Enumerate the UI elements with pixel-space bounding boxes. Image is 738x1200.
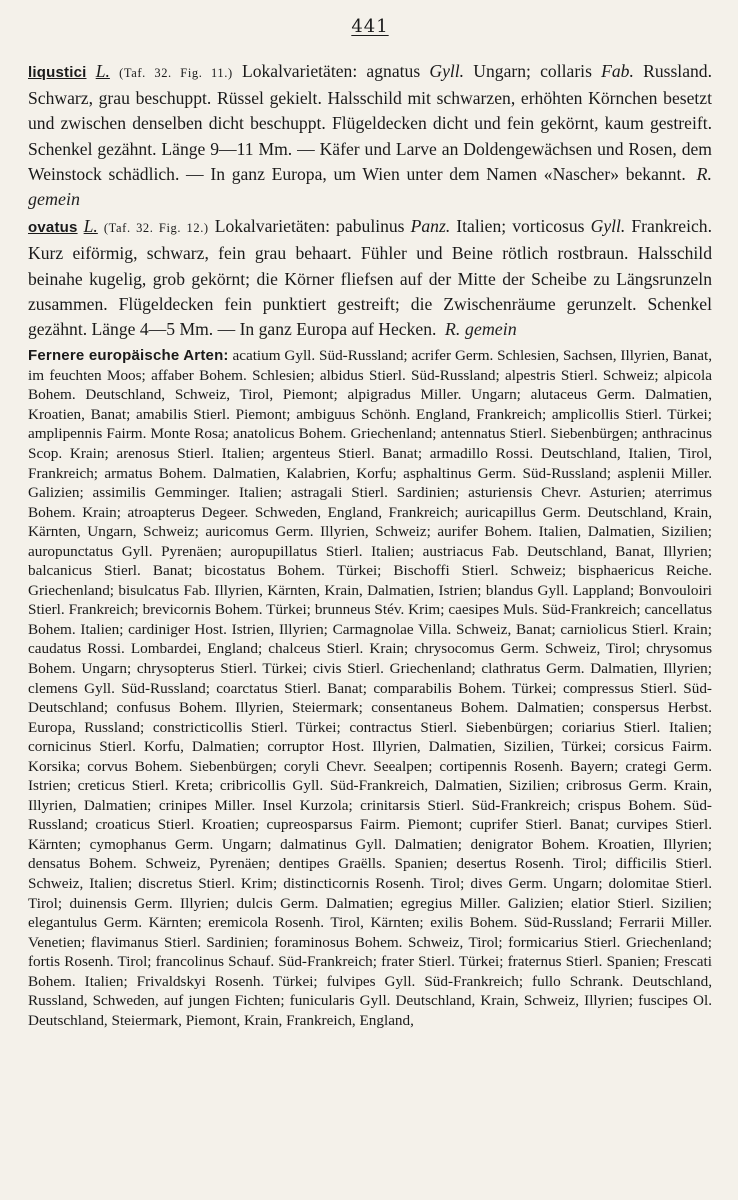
author-ref: Gyll. (590, 216, 626, 237)
entry-text: Frankreich. Kurz eiförmig, schwarz, fein grau behaart. Fühler und Beine rötlich rostbraun. Halsschild beinahe kugelig, grob gekörnt; die Körner fliefsen auf der Mitte der Scheibe zu Längsrunzeln zusammen. Flügeldecken fein punktiert gestreift; die Zwischenräume gerunzelt. Schenkel gezähnt. Länge 4—5 Mm. — In ganz Europa auf Hecken. (28, 216, 712, 340)
plate-reference: (Taf. 32. Fig. 11.) (119, 66, 233, 80)
handwritten-note: R. gemein (28, 163, 712, 210)
species-name: ovatus (28, 219, 78, 237)
section-heading: Fernere europäische Arten: (28, 347, 229, 365)
entry-text: Italien; vorticosus (456, 216, 585, 237)
page-number: 441 (351, 16, 389, 37)
species-list-text: acatium Gyll. Süd-Russland; acrifer Germ. Schlesien, Sachsen, Illyrien, Banat, im feuchten Moos; affaber Bohem. Schlesien; albidus Stierl. Süd-Russland; alpestris Stierl. Schweiz; alpicola Bohem. Deutschland, Schweiz, Tirol, Piemont; alpigradus Miller. Ungarn; alutaceus Germ. Dalmatien, Kroatien, Banat; amabilis Stierl. Piemont; ambiguus Schönh. England, Frankreich; amplicollis Stierl. Türkei; amplipennis Fairm. Monte Rosa; anatolicus Bohem. Griechenland; antennatus Stierl. Siebenbürgen; anthracinus Scop. Krain; arenosus Stierl. Italien; argenteus Stierl. Banat; armadillo Rossi. Deutschland, Italien, Tirol, Frankreich; armatus Bohem. Dalmatien, Kalabrien, Korfu; asphaltinus Germ. Süd-Russland; asplenii Miller. Galizien; assimilis Gemminger. Italien; astragali Stierl. Sardinien; asturiensis Chevr. Asturien; aterrimus Bohem. Krain; atroapterus Degeer. Schweden, England, Frankreich; auricapillus Germ. Deutschland, Krain, Kärnten, Ungarn, Schweiz; auricomus Germ. Illyrien, Schweiz; aurifer Bohem. Italien, Dalmatien, Sizilien; auropunctatus Gyll. Pyrenäen; auropupillatus Stierl. Italien; austriacus Fab. Deutschland, Banat, Illyrien; balcanicus Stierl. Banat; bicostatus Bohem. Türkei; Bischoffi Stierl. Schweiz; bisphaericus Reiche. Griechenland; bisulcatus Fab. Illyrien, Kärnten, Krain, Dalmatien, Istrien; blandus Gyll. Lappland; Bonvouloiri Stierl. Frankreich; brevicornis Bohem. Türkei; brunneus Stév. Krim; caesipes Muls. Süd-Frankreich; cancellatus Bohem. Italien; cardiniger Host. Istrien, Illyrien; Carmagnolae Villa. Schweiz, Banat; carniolicus Stierl. Krain; caudatus Rossi. Lombardei, England; chalceus Stierl. Krain; chrysocomus Germ. Schweiz, Tirol; chrysomus Bohem. Ungarn; chrysopterus Stierl. Türkei; civis Stierl. Griechenland; clathratus Germ. Dalmatien, Illyrien; clemens Gyll. Süd-Russland; coarctatus Stierl. Banat; comparabilis Bohem. Türkei; compressus Stierl. Süd-Deutschland; confusus Bohem. Illyrien, Steiermark; consentaneus Bohem. Dalmatien; conspersus Herbst. Europa, Russland; constricticollis Stierl. Türkei; contractus Stierl. Siebenbürgen; coriarius Stierl. Italien; cornicinus Stierl. Korfu, Dalmatien; corruptor Host. Illyrien, Dalmatien, Sizilien, Türkei; corsicus Fairm. Korsika; corvus Bohem. Siebenbürgen; coryli Chevr. Seealpen; cortipennis Rosenh. Bayern; crategi Germ. Istrien; creticus Stierl. Kreta; cribricollis Gyll. Süd-Frankreich, Dalmatien, Sizilien; cribrosus Germ. Krain, Illyrien, Dalmatien; crinipes Miller. Insel Kurzola; crinitarsis Stierl. Süd-Frankreich; crispus Bohem. Süd-Russland; croaticus Stierl. Kroatien; cupreosparsus Fairm. Piemont; cuprifer Stierl. Banat; curvipes Stierl. Kärnten; cymophanus Germ. Ungarn; dalmatinus Gyll. Dalmatien; denigrator Bohem. Kroatien, Illyrien; densatus Bohem. Schweiz, Pyrenäen; dentipes Graëlls. Spanien; desertus Rosenh. Tirol; difficilis Stierl. Schweiz, Italien; discretus Stierl. Krim; distincticornis Rosenh. Tirol; dives Germ. Ungarn; dolomitae Stierl. Tirol; duinensis Germ. Illyrien; dulcis Germ. Dalmatien; egregius Miller. Galizien; elatior Stierl. Sizilien; elegantulus Germ. Kärnten; eremicola Rosenh. Tirol, Kärnten; exilis Bohem. Süd-Russland; Ferrarii Miller. Venetien; flavimanus Stierl. Sardinien; foraminosus Bohem. Schweiz, Tirol; formicarius Stierl. Griechenland; fortis Rosenh. Tirol; francolinus Schauf. Süd-Frankreich; frater Stierl. Türkei; fraternus Stierl. Spanien; Frescati Bohem. Italien; Frivaldskyi Rosenh. Türkei; fulvipes Gyll. Süd-Frankreich; fullo Schrank. Deutschland, Russland, Schweden, auf jungen Fichten; funicularis Gyll. Deutschland, Krain, Schweiz, Illyrien; fuscipes Ol. Deutschland, Steiermark, Piemont, Krain, Frankreich, England, (28, 347, 712, 1029)
entry-text: Lokalvarietäten: agnatus (241, 61, 421, 81)
entry-text: Ungarn; collaris (473, 61, 592, 81)
entry-text: Lokalvarietäten: pabulinus (214, 216, 405, 237)
entry-text: Russland. Schwarz, grau beschuppt. Rüssel gekielt. Halsschild mit schwarzen, erhöhten Körnchen besetzt und zwischen denselben dicht beschuppt. Flügeldecken dicht und fein gekörnt, kaum gestreift. Schenkel gezähnt. Länge 9—11 Mm. — Käfer und Larve an Doldengewächsen und Rosen, dem Weinstock schädlich. — In ganz Europa, um Wien unter dem Namen «Nascher» bekannt. (28, 61, 712, 184)
species-author: L. (95, 61, 110, 81)
entry-liguistici (28, 59, 712, 212)
species-name: liqustici (28, 64, 87, 81)
plate-reference: (Taf. 32. Fig. 12.) (103, 221, 209, 236)
author-ref: Fab. (601, 61, 634, 81)
species-author: L. (83, 216, 98, 237)
author-ref: Panz. (410, 216, 451, 237)
entry-ovatus (28, 214, 712, 342)
handwritten-note: R. gemein (444, 319, 517, 340)
author-ref: Gyll. (429, 61, 465, 81)
fernere-arten-list (28, 346, 712, 1030)
